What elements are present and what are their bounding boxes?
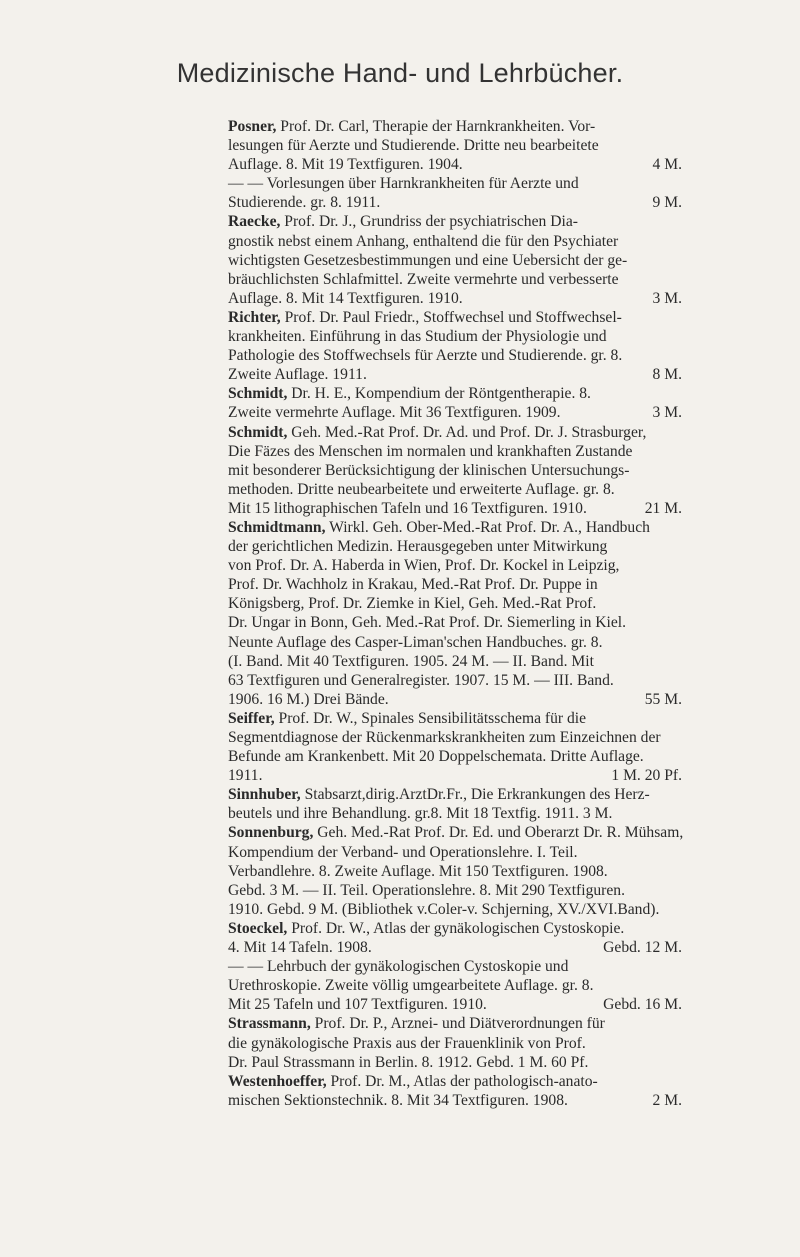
entry-line-text bbox=[228, 537, 607, 556]
entry-text: Prof. Dr. W., Atlas der gynäkologischen Cystoskopie. bbox=[287, 919, 625, 937]
entry-line-text bbox=[228, 499, 587, 518]
entry-line bbox=[228, 613, 682, 632]
entry-text: Geh. Med.-Rat Prof. Dr. Ad. und Prof. Dr. J. Strasburger, bbox=[287, 423, 647, 441]
entry-line bbox=[228, 212, 682, 231]
entry-author: Stoeckel, bbox=[228, 919, 288, 937]
entry-line-text bbox=[228, 995, 487, 1014]
entry-line-text bbox=[228, 346, 622, 365]
entry-price: 8 M. bbox=[652, 366, 682, 384]
entry-line-text bbox=[228, 480, 615, 499]
entry-author: Seiffer, bbox=[228, 709, 275, 727]
entry-text: 1906. 16 M.) Drei Bände. bbox=[228, 690, 389, 708]
entry-text: Studierende. gr. 8. 1911. bbox=[228, 194, 381, 212]
entry-line bbox=[228, 843, 682, 862]
catalog-entry bbox=[228, 423, 682, 518]
entry-line-text bbox=[228, 900, 659, 919]
entry-author: Strassmann, bbox=[228, 1015, 311, 1033]
entry-text: mischen Sektionstechnik. 8. Mit 34 Textfiguren. 1908. bbox=[228, 1091, 568, 1109]
catalog-entry-list bbox=[228, 117, 682, 1110]
entry-line-text bbox=[228, 747, 644, 766]
entry-text: 1910. Gebd. 9 M. (Bibliothek v.Coler-v. Schjerning, XV./XVI.Band). bbox=[228, 900, 660, 918]
entry-line bbox=[228, 270, 682, 289]
entry-text: Pathologie des Stoffwechsels für Aerzte und Studierende. gr. 8. bbox=[228, 347, 623, 365]
entry-line-text bbox=[228, 403, 561, 422]
entry-line-text bbox=[228, 365, 367, 384]
entry-line-text bbox=[228, 881, 625, 900]
catalog-entry bbox=[228, 518, 682, 709]
entry-text: 63 Textfiguren und Generalregister. 1907. 15 M. — III. Band. bbox=[228, 671, 614, 689]
entry-line-text bbox=[228, 843, 578, 862]
entry-text: Urethroskopie. Zweite völlig umgearbeitete Auflage. gr. 8. bbox=[228, 977, 594, 995]
entry-author: Schmidt, bbox=[228, 385, 288, 403]
entry-text: beutels und ihre Behandlung. gr.8. Mit 18 Textfig. 1911. 3 M. bbox=[228, 805, 613, 823]
entry-text: Prof. Dr. W., Spinales Sensibilitätsschema für die bbox=[274, 709, 587, 727]
entry-line bbox=[228, 308, 682, 327]
entry-line bbox=[228, 117, 682, 136]
entry-text: Prof. Dr. P., Arznei- und Diätverordnungen für bbox=[310, 1015, 605, 1033]
entry-line bbox=[228, 862, 682, 881]
entry-line-text bbox=[228, 155, 463, 174]
entry-price: 3 M. bbox=[652, 404, 682, 422]
entry-line bbox=[228, 594, 682, 613]
entry-line-text bbox=[228, 804, 612, 823]
entry-line bbox=[228, 976, 682, 995]
entry-line-text bbox=[228, 212, 578, 231]
entry-line bbox=[228, 690, 682, 709]
entry-text: Prof. Dr. Carl, Therapie der Harnkrankheiten. Vor- bbox=[276, 118, 596, 135]
catalog-entry bbox=[228, 1072, 682, 1110]
entry-line-text bbox=[228, 690, 389, 709]
entry-line bbox=[228, 403, 682, 422]
entry-price: Gebd. 12 M. bbox=[603, 939, 682, 957]
entry-text: Prof. Dr. M., Atlas der pathologisch-anato- bbox=[326, 1072, 598, 1090]
entry-text: Königsberg, Prof. Dr. Ziemke in Kiel, Geh. Med.-Rat Prof. bbox=[228, 595, 597, 613]
entry-line-text bbox=[228, 728, 661, 747]
entry-text: Gebd. 3 M. — II. Teil. Operationslehre. 8. Mit 290 Textfiguren. bbox=[228, 881, 625, 899]
entry-text: methoden. Dritte neubearbeitete und erweiterte Auflage. gr. 8. bbox=[228, 480, 615, 498]
entry-line-text bbox=[228, 633, 602, 652]
entry-line-text bbox=[228, 938, 372, 957]
entry-line bbox=[228, 289, 682, 308]
entry-line-text bbox=[228, 193, 380, 212]
entry-line-text bbox=[228, 308, 622, 327]
entry-line bbox=[228, 136, 682, 155]
entry-text: Dr. H. E., Kompendium der Röntgentherapie. 8. bbox=[287, 385, 591, 403]
entry-line bbox=[228, 461, 682, 480]
entry-line bbox=[228, 537, 682, 556]
entry-text: Segmentdiagnose der Rückenmarkskrankheiten zum Einzeichnen der bbox=[228, 729, 661, 746]
entry-line bbox=[228, 174, 682, 193]
entry-line bbox=[228, 1091, 682, 1110]
entry-line-text bbox=[228, 1034, 586, 1053]
entry-author: Posner, bbox=[228, 118, 277, 135]
entry-line bbox=[228, 957, 682, 976]
entry-line-text bbox=[228, 709, 586, 728]
entry-line-text bbox=[228, 117, 595, 136]
entry-line bbox=[228, 1072, 682, 1091]
entry-line-text bbox=[228, 766, 263, 785]
entry-line bbox=[228, 919, 682, 938]
entry-text: — — Vorlesungen über Harnkrankheiten für Aerzte und bbox=[228, 175, 579, 193]
entry-text: (I. Band. Mit 40 Textfiguren. 1905. 24 M. — II. Band. Mit bbox=[228, 652, 594, 670]
entry-text: krankheiten. Einführung in das Studium der Physiologie und bbox=[228, 328, 607, 346]
entry-line bbox=[228, 556, 682, 575]
catalog-entry bbox=[228, 919, 682, 1014]
entry-text: Befunde am Krankenbett. Mit 20 Doppelschemata. Dritte Auflage. bbox=[228, 748, 644, 766]
entry-line bbox=[228, 881, 682, 900]
entry-text: lesungen für Aerzte und Studierende. Dritte neu bearbeitete bbox=[228, 137, 599, 155]
entry-author: Sinnhuber, bbox=[228, 786, 301, 804]
entry-line-text bbox=[228, 461, 629, 480]
entry-line-text bbox=[228, 575, 598, 594]
entry-line bbox=[228, 232, 682, 251]
entry-line-text bbox=[228, 518, 650, 537]
entry-line bbox=[228, 327, 682, 346]
entry-line bbox=[228, 709, 682, 728]
entry-text: mit besonderer Berücksichtigung der klinischen Untersuchungs- bbox=[228, 461, 630, 479]
entry-author: Richter, bbox=[228, 308, 281, 326]
entry-line-text bbox=[228, 1053, 588, 1072]
entry-price: 1 M. 20 Pf. bbox=[611, 767, 682, 785]
catalog-entry bbox=[228, 709, 682, 785]
entry-author: Raecke, bbox=[228, 213, 281, 231]
catalog-entry bbox=[228, 823, 682, 918]
entry-line bbox=[228, 671, 682, 690]
entry-line-text bbox=[228, 423, 646, 442]
entry-line bbox=[228, 518, 682, 537]
entry-text: Dr. Paul Strassmann in Berlin. 8. 1912. Gebd. 1 M. 60 Pf. bbox=[228, 1053, 589, 1071]
entry-text: Wirkl. Geh. Ober-Med.-Rat Prof. Dr. A., Handbuch bbox=[325, 518, 650, 536]
entry-text: Neunte Auflage des Casper-Liman'schen Handbuches. gr. 8. bbox=[228, 633, 603, 651]
entry-text: Die Fäzes des Menschen im normalen und krankhaften Zustande bbox=[228, 442, 633, 460]
entry-line-text bbox=[228, 671, 614, 690]
entry-line bbox=[228, 480, 682, 499]
entry-text: Geh. Med.-Rat Prof. Dr. Ed. und Oberarzt Dr. R. Mühsam, bbox=[313, 824, 684, 842]
entry-line-text bbox=[228, 823, 683, 842]
catalog-entry bbox=[228, 212, 682, 307]
entry-line-text bbox=[228, 251, 627, 270]
entry-text: Auflage. 8. Mit 14 Textfiguren. 1910. bbox=[228, 289, 463, 307]
page-heading: Medizinische Hand- und Lehrbücher. bbox=[176, 58, 624, 88]
entry-line bbox=[228, 728, 682, 747]
entry-line bbox=[228, 423, 682, 442]
entry-text: Stabsarzt,dirig.ArztDr.Fr., Die Erkrankungen des Herz- bbox=[300, 786, 650, 804]
entry-line bbox=[228, 804, 682, 823]
catalog-entry bbox=[228, 308, 682, 384]
entry-price: Gebd. 16 M. bbox=[603, 996, 682, 1014]
entry-line-text bbox=[228, 384, 591, 403]
entry-line-text bbox=[228, 1091, 568, 1110]
entry-text: Kompendium der Verband- und Operationslehre. I. Teil. bbox=[228, 843, 578, 861]
entry-author: Westenhoeffer, bbox=[228, 1072, 327, 1090]
entry-line-text bbox=[228, 289, 463, 308]
entry-line-text bbox=[228, 613, 626, 632]
entry-line-text bbox=[228, 174, 579, 193]
entry-text: 4. Mit 14 Tafeln. 1908. bbox=[228, 939, 372, 957]
entry-line bbox=[228, 995, 682, 1014]
entry-line bbox=[228, 766, 682, 785]
catalog-entry bbox=[228, 785, 682, 823]
entry-text: Zweite Auflage. 1911. bbox=[228, 366, 367, 384]
entry-line bbox=[228, 365, 682, 384]
entry-line-text bbox=[228, 919, 624, 938]
entry-text: Zweite vermehrte Auflage. Mit 36 Textfiguren. 1909. bbox=[228, 404, 561, 422]
entry-text: gnostik nebst einem Anhang, enthaltend die für den Psychiater bbox=[228, 232, 619, 250]
entry-price: 55 M. bbox=[644, 690, 682, 708]
entry-text: Dr. Ungar in Bonn, Geh. Med.-Rat Prof. Dr. Siemerling in Kiel. bbox=[228, 614, 627, 632]
entry-text: Verbandlehre. 8. Zweite Auflage. Mit 150 Textfiguren. 1908. bbox=[228, 862, 608, 880]
entry-line-text bbox=[228, 862, 608, 881]
entry-line-text bbox=[228, 594, 596, 613]
entry-text: Auflage. 8. Mit 19 Textfiguren. 1904. bbox=[228, 156, 463, 174]
entry-line-text bbox=[228, 1014, 605, 1033]
entry-line-text bbox=[228, 652, 594, 671]
entry-text: bräuchlichsten Schlafmittel. Zweite vermehrte und verbesserte bbox=[228, 270, 619, 288]
catalog-entry bbox=[228, 117, 682, 212]
entry-line bbox=[228, 442, 682, 461]
entry-line bbox=[228, 938, 682, 957]
entry-price: 2 M. bbox=[652, 1091, 682, 1109]
entry-text: 1911. bbox=[228, 767, 263, 785]
entry-line bbox=[228, 1034, 682, 1053]
entry-author: Schmidtmann, bbox=[228, 518, 326, 536]
entry-line-text bbox=[228, 270, 619, 289]
entry-author: Schmidt, bbox=[228, 423, 288, 441]
entry-text: der gerichtlichen Medizin. Herausgegeben unter Mitwirkung bbox=[228, 538, 608, 556]
entry-line bbox=[228, 900, 682, 919]
entry-text: Prof. Dr. J., Grundriss der psychiatrischen Dia- bbox=[280, 213, 578, 231]
entry-line bbox=[228, 499, 682, 518]
entry-price: 9 M. bbox=[652, 194, 682, 212]
entry-price: 3 M. bbox=[652, 289, 682, 307]
entry-line bbox=[228, 575, 682, 594]
entry-line-text bbox=[228, 785, 650, 804]
entry-line-text bbox=[228, 1072, 598, 1091]
entry-line bbox=[228, 823, 682, 842]
catalog-entry bbox=[228, 384, 682, 422]
entry-price: 4 M. bbox=[652, 156, 682, 174]
entry-line bbox=[228, 652, 682, 671]
entry-text: wichtigsten Gesetzesbestimmungen und eine Uebersicht der ge- bbox=[228, 251, 628, 269]
entry-line bbox=[228, 785, 682, 804]
entry-line bbox=[228, 193, 682, 212]
entry-line bbox=[228, 747, 682, 766]
entry-line bbox=[228, 1014, 682, 1033]
entry-text: — — Lehrbuch der gynäkologischen Cystoskopie und bbox=[228, 958, 569, 976]
entry-line-text bbox=[228, 442, 632, 461]
entry-line bbox=[228, 155, 682, 174]
entry-line-text bbox=[228, 232, 618, 251]
entry-line-text bbox=[228, 556, 619, 575]
entry-text: von Prof. Dr. A. Haberda in Wien, Prof. Dr. Kockel in Leipzig, bbox=[228, 557, 620, 575]
entry-text: Mit 25 Tafeln und 107 Textfiguren. 1910. bbox=[228, 996, 487, 1014]
entry-line-text bbox=[228, 976, 593, 995]
catalog-entry bbox=[228, 1014, 682, 1071]
entry-line-text bbox=[228, 327, 607, 346]
entry-line bbox=[228, 384, 682, 403]
entry-author: Sonnenburg, bbox=[228, 824, 314, 842]
entry-line-text bbox=[228, 136, 599, 155]
entry-line bbox=[228, 1053, 682, 1072]
entry-line bbox=[228, 633, 682, 652]
entry-line bbox=[228, 346, 682, 365]
entry-line-text bbox=[228, 957, 568, 976]
entry-price: 21 M. bbox=[644, 499, 682, 517]
entry-text: Mit 15 lithographischen Tafeln und 16 Textfiguren. 1910. bbox=[228, 499, 587, 517]
entry-line bbox=[228, 251, 682, 270]
entry-text: Prof. Dr. Wachholz in Krakau, Med.-Rat Prof. Dr. Puppe in bbox=[228, 576, 598, 594]
entry-text: Prof. Dr. Paul Friedr., Stoffwechsel und Stoffwechsel- bbox=[280, 308, 622, 326]
entry-text: die gynäkologische Praxis aus der Frauenklinik von Prof. bbox=[228, 1034, 586, 1052]
